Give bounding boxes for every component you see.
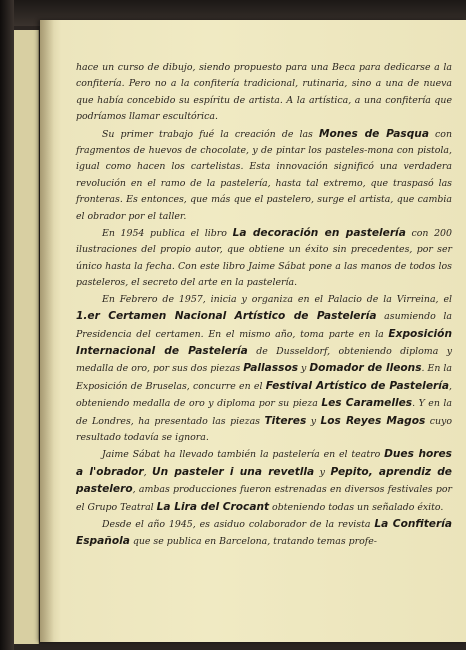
page-edge	[30, 30, 39, 644]
text-run: , obteniendo medalla de oro y diploma por su pieza	[76, 380, 452, 410]
paragraph	[76, 516, 452, 551]
text-run: Desde el año 1945, es asiduo colaborador de la revista	[102, 518, 375, 530]
paragraph	[76, 292, 452, 447]
text-run: con 200 ilustraciones del propio autor, que obtiene un éxito sin precedentes, por ser único hasta la fecha. Con este libro Jaime Sábat pone a las manos de todos los pasteleros, el secreto del arte en la pastelería.	[76, 228, 452, 289]
text-run: Su primer trabajo fué la creación de las	[102, 128, 319, 140]
text-run: , ambas producciones fueron estrenadas en diversos festivales por el Grupo Teatral	[76, 484, 452, 513]
body-text	[76, 60, 452, 551]
emphasis-title: Les Caramelles	[321, 397, 413, 410]
text-run: . Y en la de Londres, ha presentado las piezas	[76, 398, 452, 427]
text-run: y	[306, 415, 321, 427]
book-spine	[0, 0, 14, 650]
text-run: y	[298, 363, 310, 375]
book-page	[40, 20, 466, 642]
text-run: que se publica en Barcelona, tratando temas profe-	[129, 536, 377, 548]
paragraph	[76, 126, 452, 225]
emphasis-title: La decoración en pastelería	[232, 227, 406, 240]
paragraph	[76, 225, 452, 292]
text-run: En Febrero de 1957, inicia y organiza en el Palacio de la Virreina, el	[102, 293, 452, 305]
paragraph	[76, 446, 452, 516]
text-run: y	[314, 466, 331, 478]
emphasis-title: Dues hores a l'obrador	[76, 448, 452, 478]
emphasis-title: Festival Artístico de Pastelería	[265, 379, 450, 392]
text-run: de Dusseldorf, obteniendo diploma y medalla de oro, por sus dos piezas	[76, 345, 452, 375]
paragraph	[76, 60, 452, 126]
emphasis-title: La Lira del Crocant	[156, 500, 270, 513]
text-run: En 1954 publica el libro	[102, 228, 233, 240]
emphasis-title: Pepito, aprendiz de pastelero	[76, 465, 452, 496]
text-run: hace un curso de dibujo, siendo propuesto para una Beca para dedicarse a la confitería. Pero no a la confitería tradicional, rutinaria, sino a una de nueva que había concebido su espíritu de artista. A la artística, a una confitería que podríamos llamar escultórica.	[76, 62, 452, 123]
emphasis-title: Domador de lleons	[309, 362, 422, 375]
emphasis-title: Mones de Pasqua	[318, 127, 429, 140]
text-run: . En la Exposición de Bruselas, concurre en el	[76, 363, 453, 392]
text-run: Jaime Sábat ha llevado también la pastelería en el teatro	[102, 449, 385, 461]
text-run: obteniendo todas un señalado éxito.	[269, 501, 444, 513]
emphasis-title: Los Reyes Magos	[320, 414, 426, 427]
text-run: ,	[143, 466, 153, 478]
emphasis-title: Titeres	[264, 414, 307, 427]
text-run: asumiendo la Presidencia del certamen. En el mismo año, toma parte en la	[76, 311, 452, 340]
emphasis-title: La Confitería Española	[76, 517, 452, 548]
emphasis-title: Un pasteler i una revetlla	[152, 465, 315, 478]
emphasis-title: Pallassos	[243, 362, 299, 375]
emphasis-title: 1.er Certamen Nacional Artístico de Pastelería	[76, 310, 377, 323]
emphasis-title: Exposición Internacional de Pastelería	[76, 327, 452, 357]
text-run: con fragmentos de huevos de chocolate, y de pintar los pasteles-mona con pistola, igual como hacen los cartelistas. Esta innovación significó una verdadera revolución en el ramo de la pastelería, hasta tal extremo, que traspasó las fronteras. Es entonces, que más que el pastelero, surge el artista, que cambia el obrador por el taller.	[76, 128, 452, 222]
page-gutter-shadow	[40, 20, 54, 642]
text-run: cuyo resultado todavía se ignora.	[76, 415, 452, 443]
